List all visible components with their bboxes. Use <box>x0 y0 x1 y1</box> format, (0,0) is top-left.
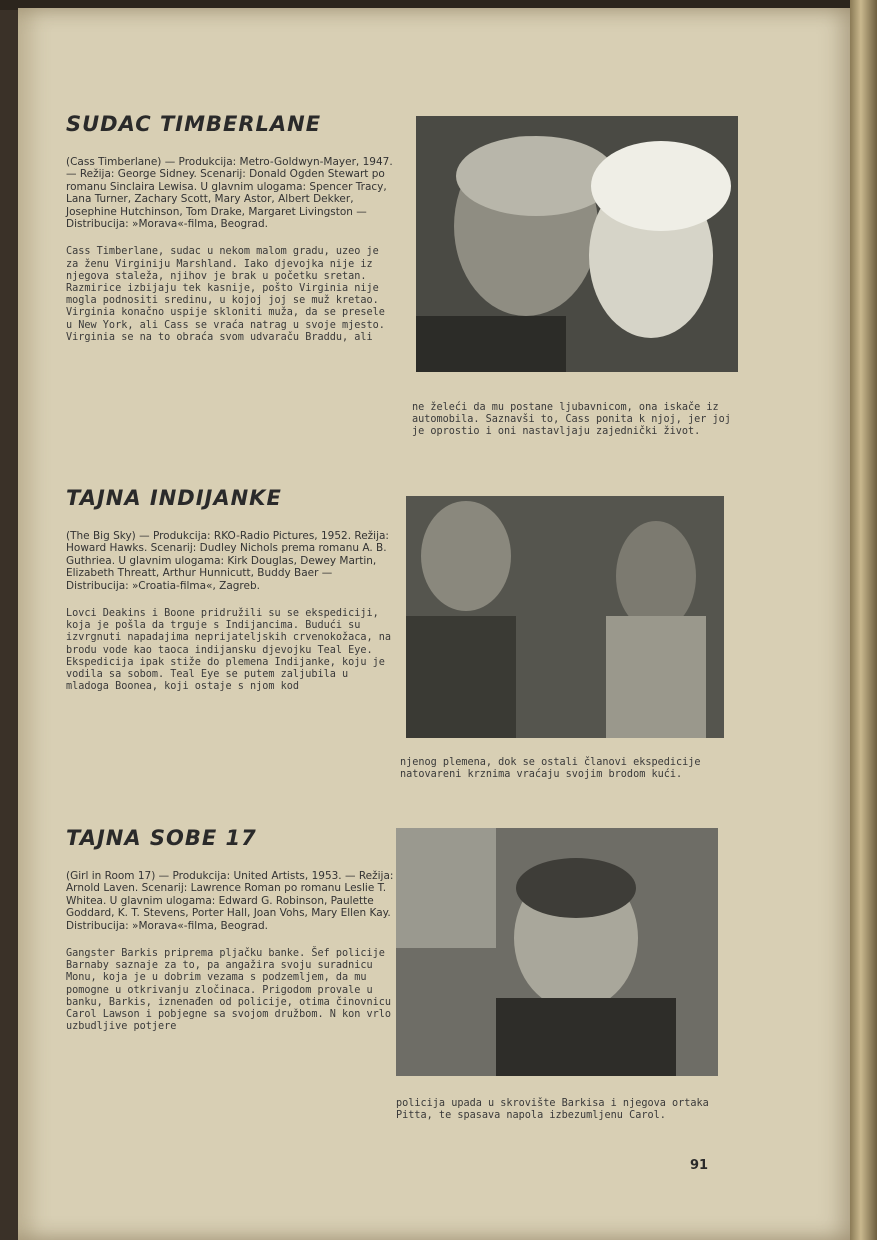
article-tajna-sobe-17 <box>66 826 396 1033</box>
photo-man-woman-icon <box>416 116 738 372</box>
article-body: Cass Timberlane, sudac u nekom malom gradu, uzeo je za ženu Virginiju Marshland. Iako djevojka nije iz njegova staleža, njihov je brak u početku sretan. Razmirice izbijaju tek kasnije, pošto Virginia nije mogla podnositi sredinu, u kojoj joj se muž kretao. Virginia konačno uspije skloniti muža, da se presele u New York, ali Cass se vraća natrag u svoje mjesto. Virginia se na to obraća svom udvaraču Braddu, ali <box>66 246 385 343</box>
article-title: TAJNA INDIJANKE <box>66 486 282 510</box>
still-photo-big-sky <box>406 496 724 738</box>
article-credits: (The Big Sky) — Produkcija: RKO-Radio Pictures, 1952. Režija: Howard Hawks. Scenarij: Dudley Nichols prema romanu A. B. Guthriea. U glavnim ulogama: Kirk Douglas, Dewey Martin, Elizabeth Threatt, Arthur Hunnicutt, Buddy Baer — Distribucija: »Croatia-filma«, Zagreb. <box>66 530 389 592</box>
article-credits: (Girl in Room 17) — Produkcija: United Artists, 1953. — Režija: Arnold Laven. Scenarij: Lawrence Roman po romanu Leslie T. Whitea. U glavnim ulogama: Edward G. Robinson, Paulette Goddard, K. T. Stevens, Porter Hall, Joan Vohs, Mary Ellen Kay. Distribucija: »Morava«-filma, Beograd. <box>66 870 394 932</box>
article-body: Gangster Barkis priprema pljačku banke. Šef policije Barnaby saznaje za to, pa angažira svoju suradnicu Monu, koja je u dobrim vezama s podzemljem, da mu pomogne u otkrivanju zločinaca. Prigodom provale u banku, Barkis, iznenađen od policije, otima činovnicu Carol Lawson i pobjegne sa svojom družbom. N kon vrlo uzbudljive potjere <box>66 948 392 1033</box>
photo-caption: ne želeći da mu postane ljubavnicom, ona iskače iz automobila. Saznavši to, Cass ponita k njoj, jer joj je oprostio i oni nastavljaju zajednički život. <box>412 402 731 438</box>
article-credits: (Cass Timberlane) — Produkcija: Metro-Goldwyn-Mayer, 1947. — Režija: George Sidney. Scenarij: Donald Ogden Stewart po romanu Sinclaira Lewisa. U glavnim ulogama: Spencer Tracy, Lana Turner, Zachary Scott, Mary Astor, Albert Dekker, Josephine Hutchinson, Tom Drake, Margaret Livingston — Distribucija: »Morava«-filma, Beograd. <box>66 156 393 231</box>
article-tajna-indijanke <box>66 486 396 693</box>
photo-caption: policija upada u skrovište Barkisa i njegova ortaka Pitta, te spasava napola izbezumljenu Carol. <box>396 1098 709 1122</box>
photo-trapper-indian-woman-icon <box>406 496 724 738</box>
article-title: SUDAC TIMBERLANE <box>66 112 322 136</box>
photo-caption: njenog plemena, dok se ostali članovi ekspedicije natovareni krznima vraćaju svojim brodom kući. <box>400 757 701 781</box>
book-spine-edge <box>850 0 877 1240</box>
still-photo-girl-in-room-17 <box>396 828 718 1076</box>
article-sudac-timberlane <box>66 112 396 344</box>
still-photo-timberlane <box>416 116 738 372</box>
article-body: Lovci Deakins i Boone pridružili su se ekspediciji, koja je pošla da trguje s Indijancima. Budući su izvrgnuti napadajima neprijateljskih crvenokožaca, na brodu vode kao taoca indijansku djevojku Teal Eye. Ekspedicija ipak stiže do plemena Indijanke, koju je vodila sa sobom. Teal Eye se putem zaljubila u mladoga Boonea, koji ostaje s njom kod <box>66 608 392 693</box>
photo-man-portrait-icon <box>396 828 718 1076</box>
article-title: TAJNA SOBE 17 <box>66 826 257 850</box>
page-number: 91 <box>690 1158 709 1173</box>
